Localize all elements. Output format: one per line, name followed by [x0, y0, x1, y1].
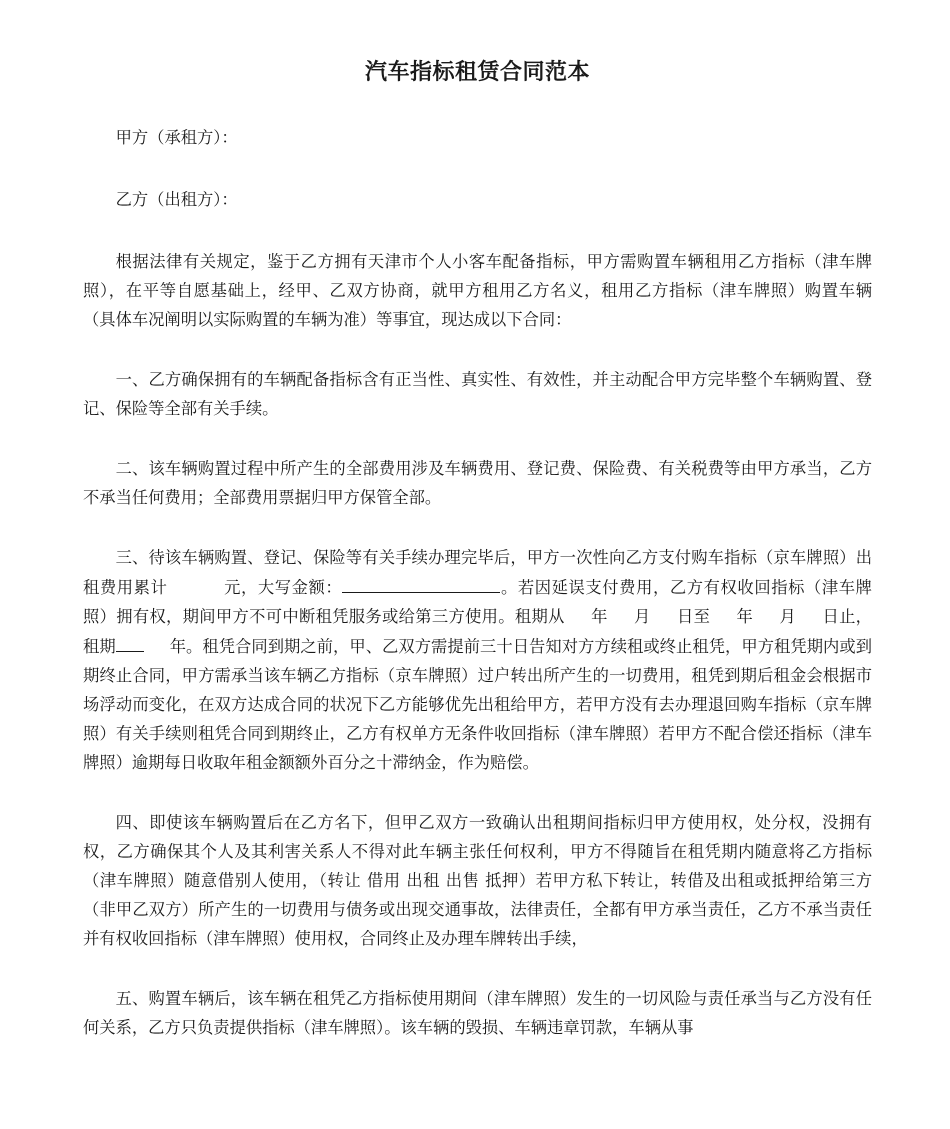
- month-label: 月: [779, 607, 797, 626]
- day-label: 日至: [676, 607, 711, 626]
- clause-3: [83, 543, 872, 777]
- party-b-line: 乙方（出租方）：: [115, 190, 238, 209]
- clause-2: 二、该车辆购置过程中所产生的全部费用涉及车辆费用、登记费、保险费、有关税费等由甲方承当，乙方不承当任何费用；全部费用票据归甲方保管全部。: [83, 459, 872, 507]
- clause-3-text: 元，大写金额：: [223, 578, 343, 597]
- clause-3-text: 年。租凭合同到期之前，甲、乙双方需提前三十日告知对方方续租或终止租凭，甲方租凭期内或到期终止合同，甲方需承当该车辆乙方指标（京车牌照）过户转出所产生的一切费用，租凭到期后租金会根据市场浮动而变化，在双方达成合同的状况下乙方能够优先出租给甲方，若甲方没有去办理退回购车指标（京车牌照）有关手续则租凭合同到期终止，乙方有权单方无条件收回指标（津车牌照）若甲方不配合偿还指标（津车牌照）逾期每日收取年租金额额外百分之十滞纳金，作为赔偿。: [83, 637, 872, 772]
- clause-4: 四、即使该车辆购置后在乙方名下，但甲乙双方一致确认出租期间指标归甲方使用权，处分权，没拥有权，乙方确保其个人及其利害关系人不得对此车辆主张任何权利，甲方不得随旨在租凭期内随意将乙方指标（津车牌照）随意借别人使用，（转让 借用 出租 出售 抵押）若甲方私下转让，转借及出租或抵押给第三方（非甲乙双方）所产生的一切费用与债务或出现交通事故，法律责任，全都有甲方承当责任，乙方不承当责任并有权收回指标（津车牌照）使用权，合同终止及办理车牌转出手续，: [83, 813, 872, 948]
- clause-1: 一、乙方确保拥有的车辆配备指标含有正当性、真实性、有效性，并主动配合甲方完毕整个车辆购置、登记、保险等全部有关手续。: [83, 370, 872, 418]
- year-label: 年: [590, 607, 608, 626]
- intro-paragraph: 根据法律有关规定，鉴于乙方拥有天津市个人小客车配备指标，甲方需购置车辆租用乙方指标（津车牌照），在平等自愿基础上，经甲、乙双方协商，就甲方租用乙方名义，租用乙方指标（津车牌照）购置车辆（具体车况阐明以实际购置的车辆为准）等事宜，现达成以下合同：: [83, 252, 872, 329]
- lease-years-blank: [116, 631, 144, 652]
- amount-in-words-blank: [342, 572, 500, 593]
- month-label: 月: [633, 607, 651, 626]
- clause-5: 五、购置车辆后，该车辆在租凭乙方指标使用期间（津车牌照）发生的一切风险与责任承当与乙方没有任何关系，乙方只负责提供指标（津车牌照）。该车辆的毁损、车辆违章罚款，车辆从事: [83, 989, 872, 1037]
- clause-3-text: 三、待该车辆购置、登记、保险等有关手续办理完毕后，甲方一次性向乙方支付购车指标（京车牌照）出租费用累计: [83, 548, 872, 597]
- clause-3-text: 。若因延误支付费用，乙方有权收回指标（津车牌照）拥有权，期间甲方不可中断租凭服务或给第三方使用。租期从: [83, 578, 872, 626]
- year-label: 年: [736, 607, 754, 626]
- party-a-line: 甲方（承租方）：: [115, 128, 238, 147]
- day-label: 日止，租期: [83, 607, 872, 656]
- document-title: 汽车指标租赁合同范本: [364, 60, 590, 85]
